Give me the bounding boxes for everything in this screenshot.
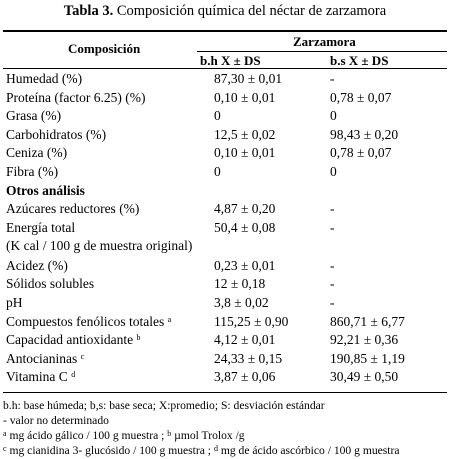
- section-heading: Otros análisis: [6, 182, 85, 198]
- footnote-marker-d: d: [213, 444, 218, 453]
- header-base-seca: b.s X ± DS: [330, 53, 389, 68]
- value-bh: 3,8 ± 0,02: [214, 294, 269, 310]
- value-bs: 0,78 ± 0,07: [330, 89, 392, 105]
- footnote-marker-b: b: [167, 429, 172, 438]
- row-label: [6, 350, 84, 369]
- table-row: [0, 107, 450, 126]
- footnote-abbreviations: b.h: base húmeda; b,s: base seca; X:promedio; S: desviación estándar: [3, 399, 325, 412]
- value-bh: 0: [214, 108, 221, 124]
- header-base-humeda: b.h X ± DS: [200, 53, 261, 68]
- value-bh: 24,33 ± 0,15: [214, 350, 283, 366]
- table-row: [0, 219, 450, 257]
- top-rule: [3, 30, 447, 32]
- value-bh: 87,30 ± 0,01: [214, 71, 283, 86]
- row-label: Fibra (%): [6, 163, 59, 179]
- footnote-a-text: mg ácido gálico / 100 g muestra ;: [6, 429, 168, 442]
- table-row: [0, 275, 450, 294]
- table-row: [0, 368, 450, 387]
- value-bs: 0,78 ± 0,07: [330, 145, 392, 161]
- row-label-text: Capacidad antioxidante: [6, 332, 134, 348]
- group-rule: [197, 51, 447, 52]
- value-bs: 190,85 ± 1,19: [330, 350, 405, 366]
- header-rule: [3, 68, 447, 69]
- table-row: [0, 163, 450, 182]
- row-label: Proteína (factor 6.25) (%): [6, 89, 146, 105]
- table-row: [0, 257, 450, 276]
- value-bs: 92,21 ± 0,36: [330, 332, 399, 348]
- header-composicion: Composición: [68, 41, 141, 56]
- footnote-b-text: µmol Trolox /g: [171, 429, 245, 442]
- value-bh: 4,87 ± 0,20: [214, 201, 276, 217]
- header-zarzamora: Zarzamora: [293, 34, 356, 49]
- row-label: Azúcares reductores (%): [6, 201, 140, 217]
- table-caption: Composición química del néctar de zarzamora: [116, 3, 387, 19]
- value-bs: 0: [330, 108, 337, 124]
- row-label: [6, 331, 140, 350]
- value-bs: 30,49 ± 0,50: [330, 369, 399, 385]
- row-label: Acidez (%): [6, 257, 68, 273]
- row-label: Humedad (%): [6, 71, 83, 86]
- value-bs: -: [330, 294, 335, 310]
- footnote-d-text: mg de ácido ascórbico / 100 g muestra: [217, 444, 400, 457]
- value-bh: 4,12 ± 0,01: [214, 332, 276, 348]
- value-bs: 98,43 ± 0,20: [330, 126, 399, 142]
- value-bs: -: [330, 219, 335, 235]
- footnote-marker: d: [71, 370, 76, 380]
- section-row: [0, 182, 450, 201]
- row-label-line2: (K cal / 100 g de muestra original): [6, 238, 193, 254]
- value-bs: 860,71 ± 6,77: [330, 313, 405, 329]
- footnote-marker-a: a: [3, 429, 7, 438]
- row-label-line1: Energía total: [6, 219, 76, 235]
- table-footnotes: [3, 398, 450, 458]
- value-bs: -: [330, 71, 335, 86]
- value-bh: 0: [214, 163, 221, 179]
- value-bh: 0,23 ± 0,01: [214, 257, 276, 273]
- value-bh: 12,5 ± 0,02: [214, 126, 276, 142]
- value-bs: 0: [330, 163, 337, 179]
- table-row: [0, 331, 450, 350]
- table-label: Tabla 3.: [63, 3, 114, 19]
- table-row: [0, 313, 450, 332]
- value-bs: -: [330, 276, 335, 292]
- footnote-marker: c: [80, 351, 85, 361]
- row-label: pH: [6, 294, 23, 310]
- row-label-text: Vitamina C: [6, 369, 68, 385]
- footnote-units-cd: [3, 443, 450, 458]
- value-bh: 3,87 ± 0,06: [214, 369, 276, 385]
- row-label: Sólidos solubles: [6, 276, 95, 292]
- table-title: [0, 3, 450, 20]
- row-label: Carbohidratos (%): [6, 126, 107, 142]
- table-row: [0, 200, 450, 219]
- footnote-not-determined: - valor no determinado: [3, 414, 109, 427]
- value-bh: 12 ± 0,18: [214, 276, 266, 292]
- value-bh: 115,25 ± 0,90: [214, 313, 289, 329]
- value-bh: 50,4 ± 0,08: [214, 219, 276, 235]
- row-label: [6, 313, 171, 332]
- value-bs: -: [330, 201, 335, 217]
- table-row: [0, 70, 450, 89]
- table-row: [0, 144, 450, 163]
- table-body: [0, 70, 450, 387]
- value-bh: 0,10 ± 0,01: [214, 145, 276, 161]
- row-label: Grasa (%): [6, 108, 62, 124]
- footnote-marker-c: c: [3, 444, 7, 453]
- value-bs: -: [330, 257, 335, 273]
- table-row: [0, 89, 450, 108]
- footnote-c-text: mg cianidina 3- glucósido / 100 g muestra ;: [6, 444, 214, 457]
- row-label: [6, 219, 192, 256]
- row-label-text: Antocianinas: [6, 350, 78, 366]
- table-row: [0, 350, 450, 369]
- footnote-units-ab: [3, 428, 450, 443]
- row-label: Ceniza (%): [6, 145, 68, 161]
- row-label-text: Compuestos fenólicos totales: [6, 313, 165, 329]
- row-label: [6, 368, 75, 387]
- footnote-marker: a: [167, 314, 172, 324]
- table-row: [0, 294, 450, 313]
- footnote-marker: b: [136, 333, 141, 343]
- table-row: [0, 126, 450, 145]
- value-bh: 0,10 ± 0,01: [214, 89, 276, 105]
- bottom-rule: [3, 392, 447, 393]
